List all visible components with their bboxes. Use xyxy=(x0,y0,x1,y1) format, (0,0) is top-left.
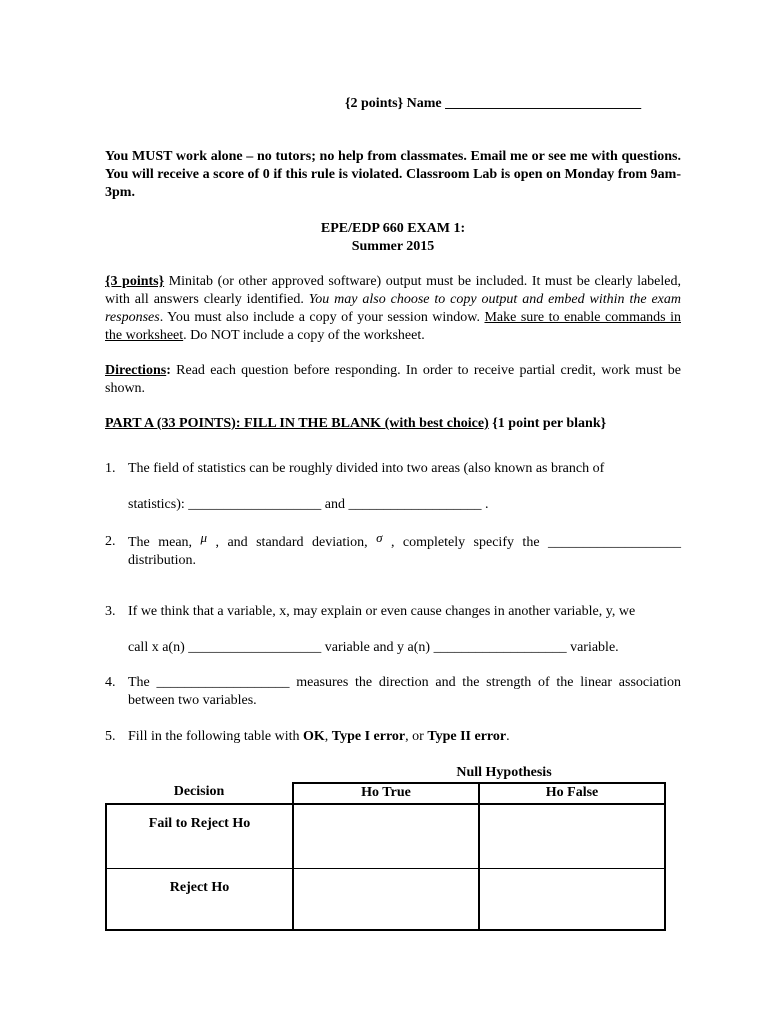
minitab-underlined: Make sure to enable commands in the worksheet xyxy=(105,310,681,343)
name-blank: ____________________________ xyxy=(445,96,642,111)
name-label: {2 points} Name xyxy=(345,96,446,111)
table-row xyxy=(106,804,665,869)
question-2 xyxy=(105,530,681,570)
question-3 xyxy=(105,603,681,657)
minitab-paragraph xyxy=(105,273,681,345)
cell-reject-ho-true[interactable] xyxy=(293,869,479,931)
question-5-sep1: , xyxy=(324,729,332,744)
minitab-text2: . You must also include a copy of your session window. xyxy=(159,310,485,325)
name-line xyxy=(345,95,641,113)
question-2-part2: , and standard deviation, xyxy=(207,535,377,550)
exam-title-line2: Summer 2015 xyxy=(351,239,435,254)
question-4 xyxy=(105,674,681,710)
directions-colon: : xyxy=(166,363,171,378)
warning-paragraph: You MUST work alone – no tutors; no help from classmates. Email me or see me with questions. You will receive a score of 0 if this rule is violated. Classroom Lab is open on Monday from 9am-3pm. xyxy=(105,149,681,200)
directions-text: Read each question before responding. In order to receive partial credit, work must be shown. xyxy=(105,363,681,396)
question-3-line1: If we think that a variable, x, may explain or even cause changes in another variable, y, we xyxy=(128,604,636,619)
directions-paragraph xyxy=(105,362,681,398)
question-2-part1: The mean, xyxy=(128,535,201,550)
question-number: 3. xyxy=(105,604,116,619)
part-a-title: PART A (33 POINTS): FILL IN THE BLANK (with best choice) xyxy=(105,416,489,431)
exam-title-line1: EPE/EDP 660 EXAM 1: xyxy=(320,221,466,236)
minitab-text1: Minitab (or other approved software) output must be included. It must be clearly labeled, with all answers clearly identified. xyxy=(105,274,681,307)
decision-table xyxy=(105,782,666,931)
table-header-row xyxy=(106,783,665,804)
question-5-sep2: , or xyxy=(405,729,428,744)
question-4-text: The ___________________ measures the direction and the strength of the linear association between two variables. xyxy=(128,675,681,708)
question-1-line1: The field of statistics can be roughly divided into two areas (also known as branch of xyxy=(128,461,605,476)
directions-label: Directions xyxy=(105,363,167,378)
reject-ho-label: Reject Ho xyxy=(106,869,293,931)
minitab-points: {3 points} xyxy=(105,274,165,289)
type-1-option: Type I error xyxy=(331,729,406,744)
sigma-symbol: σ xyxy=(376,530,383,545)
ho-false-header: Ho False xyxy=(479,783,665,804)
question-number: 5. xyxy=(105,729,116,744)
question-number: 4. xyxy=(105,675,116,690)
table-row xyxy=(106,869,665,931)
question-2-text xyxy=(128,530,681,570)
part-a-heading xyxy=(105,415,681,433)
question-5-end: . xyxy=(506,729,510,744)
question-5-text xyxy=(128,728,681,746)
ho-true-header: Ho True xyxy=(293,783,479,804)
part-a-suffix: {1 point per blank} xyxy=(488,416,607,431)
type-2-option: Type II error xyxy=(427,729,507,744)
decision-header: Decision xyxy=(106,783,293,804)
cell-reject-ho-false[interactable] xyxy=(479,869,665,931)
question-number: 1. xyxy=(105,461,116,476)
fail-to-reject-label: Fail to Reject Ho xyxy=(106,804,293,869)
question-3-line2: call x a(n) ___________________ variable and y a(n) ___________________ variable. xyxy=(128,640,619,655)
minitab-text3: . Do NOT include a copy of the worksheet. xyxy=(183,328,425,343)
ok-option: OK xyxy=(303,729,325,744)
exam-title xyxy=(105,220,681,256)
question-2-part3: , completely specify the ___________________ distribution. xyxy=(128,535,681,568)
minitab-italic: You may also choose to copy output and embed within the exam responses xyxy=(105,292,681,325)
question-1 xyxy=(105,460,681,514)
question-5-part1: Fill in the following table with xyxy=(128,729,303,744)
null-hypothesis-label: Null Hypothesis xyxy=(456,765,552,780)
cell-fail-ho-true[interactable] xyxy=(293,804,479,869)
cell-fail-ho-false[interactable] xyxy=(479,804,665,869)
question-5 xyxy=(105,728,681,746)
mu-symbol: μ xyxy=(200,530,208,545)
question-number: 2. xyxy=(105,534,116,549)
question-1-line2: statistics): ___________________ and ___________________ . xyxy=(128,497,489,512)
